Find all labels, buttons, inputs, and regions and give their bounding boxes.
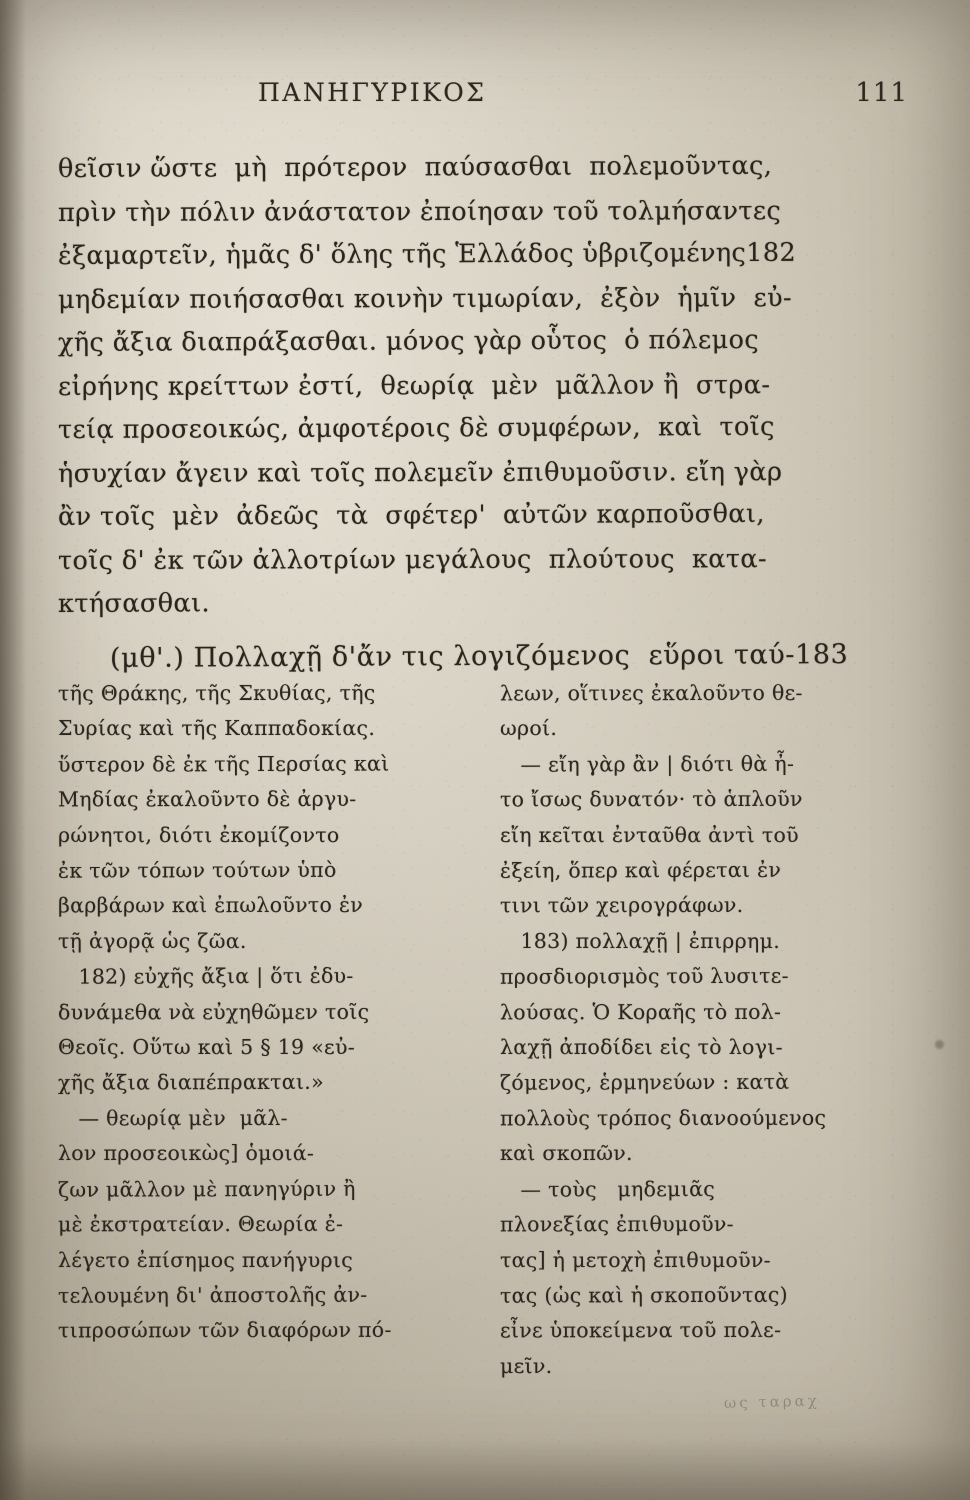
note-line: — τοὺς μηδεμιᾶς (499, 1176, 716, 1202)
note-line: εἴη κεῖται ἐνταῦθα ἀντὶ τοῦ (500, 822, 799, 847)
note-line: Συρίας καὶ τῆς Καππαδοκίας. (58, 716, 376, 741)
margin-smudge: ως ταραχ (723, 1391, 821, 1412)
text-line: ἂν τοῖς μὲν ἀδεῶς τὰ σφέτερ' αὐτῶν καρποῦσθαι, (57, 498, 765, 532)
note-line: τιπροσώπων τῶν διαφόρων πό- (57, 1318, 392, 1343)
note-line: ζόμενος, ἑρμηνεύων : κατὰ (499, 1070, 790, 1096)
note-line: λον προσεοικὼς] ὁμοιά- (58, 1141, 315, 1166)
text-line: θεῖσιν ὥστε μὴ πρότερον παύσασθαι πολεμοῦντας, (57, 150, 773, 184)
note-line: ζων μᾶλλον μὲ πανηγύριν ἢ (57, 1176, 356, 1202)
page-number: 111 (855, 78, 908, 108)
text-line: μηδεμίαν ποιήσασθαι κοινὴν τιμωρίαν, ἐξὸν ἡμῖν εὐ- (57, 282, 793, 315)
text-line: ἡσυχίαν ἄγειν καὶ τοῖς πολεμεῖν ἐπιθυμοῦσιν. εἴη γὰρ (57, 456, 783, 489)
note-line: λεων, οἵτινες ἐκαλοῦντο θε- (499, 680, 803, 706)
note-line: — εἴη γὰρ ἂν | διότι θὰ ἦ- (499, 751, 795, 777)
notes-column-left (58, 676, 466, 1384)
text-line: χῆς ἄξια διαπράξασθαι. μόνος γὰρ οὗτος ὁ πόλεμος (57, 324, 760, 358)
note-line: καὶ σκοπῶν. (500, 1141, 633, 1166)
note-line: τῇ ἀγορᾷ ὡς ζῶα. (58, 928, 247, 953)
note-line: 182) εὐχῆς ἄξια | ὅτι ἐδυ- (57, 963, 354, 989)
note-line: τας (ὡς καὶ ἡ σκοποῦντας) (499, 1282, 789, 1308)
note-line: χῆς ἄξια διαπέπρακται.» (57, 1070, 324, 1096)
notes-section (58, 676, 908, 1384)
note-line: — θεωρίᾳ μὲν μᾶλ- (57, 1105, 288, 1131)
text-line: κτήσασθαι. (57, 588, 211, 619)
text-line: ἐξαμαρτεῖν, ἡμᾶς δ' ὅλης τῆς Ἑλλάδος ὑβριζομένης182 (57, 237, 797, 271)
note-line: πλονεξίας ἐπιθυμοῦν- (499, 1212, 734, 1237)
note-line: τελουμένη δι' ἀποστολῆς ἀν- (57, 1282, 368, 1308)
note-line: Μηδίας ἐκαλοῦντο δὲ ἀργυ- (57, 787, 357, 812)
running-title: ΠΑΝΗΓΥΡΙΚΟΣ (258, 78, 487, 107)
note-line: μὲ ἐκστρατείαν. Θεωρία ἐ- (57, 1211, 344, 1237)
note-line: τῆς Θράκης, τῆς Σκυθίας, τῆς (57, 680, 376, 706)
note-line: ἐξείη, ὅπερ καὶ φέρεται ἐν (499, 857, 782, 883)
note-line: λούσας. Ὁ Κοραῆς τὸ πολ- (499, 999, 782, 1025)
page-header (258, 78, 908, 108)
note-line: λέγετο ἐπίσημος πανήγυρις (58, 1247, 353, 1272)
note-line: πολλοὺς τρόπος διανοούμενος (499, 1105, 827, 1131)
note-line: ωροί. (500, 716, 558, 741)
note-line: μεῖν. (500, 1353, 553, 1378)
note-line: Θεοῖς. Οὕτω καὶ 5 § 19 «εὐ- (58, 1035, 355, 1060)
note-line: ἐκ τῶν τόπων τούτων ὑπὸ (57, 857, 337, 883)
note-line: ρώνητοι, διότι ἐκομίζοντο (58, 822, 340, 847)
note-line: το ἴσως δυνατόν· τὸ ἁπλοῦν (499, 787, 803, 812)
text-line: εἰρήνης κρείττων ἐστί, θεωρίᾳ μὲν μᾶλλον ἢ στρα- (57, 369, 771, 402)
note-line: τινι τῶν χειρογράφων. (499, 893, 744, 918)
text-line: τοῖς δ' ἐκ τῶν ἀλλοτρίων μεγάλους πλούτους κατα- (57, 543, 768, 576)
section-heading: (μθ'.) Πολλαχῇ δ'ἄν τις λογιζόμενος εὕροι ταύ-183 (109, 638, 849, 674)
note-line: δυνάμεθα νὰ εὐχηθῶμεν τοῖς (57, 999, 370, 1025)
note-line: τας] ἡ μετοχὴ ἐπιθυμοῦν- (500, 1247, 771, 1272)
notes-column-right (500, 676, 908, 1384)
note-line: 183) πολλαχῇ | ἐπιρρημ. (500, 928, 781, 953)
note-line: βαρβάρων καὶ ἐπωλοῦντο ἐν (57, 893, 364, 918)
note-line: προσδιορισμὸς τοῦ λυσιτε- (499, 963, 789, 989)
text-line: πρὶν τὴν πόλιν ἀνάστατον ἐποίησαν τοῦ τολμήσαντες (57, 195, 782, 228)
note-line: εἶνε ὑποκείμενα τοῦ πολε- (499, 1318, 782, 1343)
note-line: λαχῇ ἀποδίδει εἰς τὸ λογι- (500, 1035, 783, 1060)
page-content (58, 0, 908, 1500)
text-line: τείᾳ προσεοικώς, ἀμφοτέροις δὲ συμφέρων, καὶ τοῖς (57, 411, 775, 445)
main-text-block (58, 148, 908, 678)
ink-blot (935, 1040, 944, 1049)
page-gutter-shadow (0, 0, 26, 1500)
note-line: ὕστερον δὲ ἐκ τῆς Περσίας καὶ (57, 751, 390, 777)
